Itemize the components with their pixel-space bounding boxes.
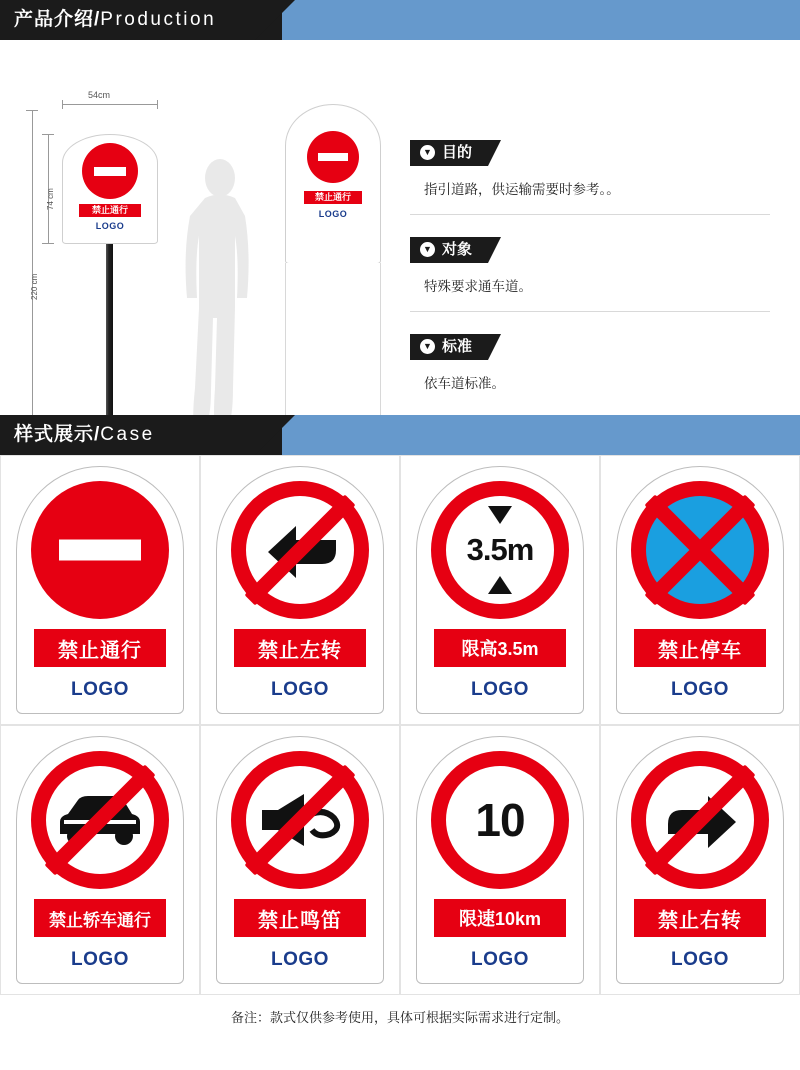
case-section-title (14, 415, 155, 455)
sign-caption: 限速10km (434, 899, 566, 937)
sign-logo: LOGO (671, 679, 729, 700)
chevron-down-icon: ▼ (420, 145, 435, 160)
sign-plate (216, 466, 384, 714)
sign-caption: 禁止停车 (634, 629, 766, 667)
chevron-down-icon: ▼ (420, 339, 435, 354)
standard-tag-label: 标准 (442, 338, 473, 355)
sign-logo: LOGO (271, 949, 329, 970)
sign-logo: LOGO (671, 949, 729, 970)
floor-sign-caption: 禁止通行 (304, 191, 362, 204)
no-entry-icon (31, 481, 169, 619)
production-title-en: Production (100, 9, 217, 30)
no-right-turn-icon (631, 751, 769, 889)
production-illustration (0, 40, 400, 415)
purpose-tag-label: 目的 (442, 144, 473, 161)
sign-plate (616, 736, 784, 984)
banner-blue-bar (282, 415, 800, 455)
sign-card[interactable] (200, 725, 400, 995)
sign-caption: 禁止鸣笛 (234, 899, 366, 937)
sign-caption: 禁止通行 (34, 629, 166, 667)
target-text: 特殊要求通车道。 (424, 279, 532, 294)
sign-logo: LOGO (471, 949, 529, 970)
floor-sign-logo: LOGO (318, 209, 348, 219)
production-title-sep: / (94, 9, 101, 30)
dimension-tick (42, 134, 54, 135)
sign-logo: LOGO (271, 679, 329, 700)
case-title-en: Case (100, 424, 155, 445)
total-height-dimension-line (32, 110, 33, 430)
speed-limit-value: 10 (475, 794, 525, 846)
height-limit-icon (431, 481, 569, 619)
standard-tag-row (410, 334, 800, 360)
case-gallery (0, 455, 800, 995)
no-entry-icon (82, 143, 138, 199)
pole-sign-logo: LOGO (95, 221, 125, 231)
sign-caption: 限高3.5m (434, 629, 566, 667)
target-tag-label: 对象 (442, 241, 473, 258)
no-horn-icon (231, 751, 369, 889)
human-scale-silhouette (175, 158, 265, 433)
height-limit-value: 3.5m (466, 532, 534, 567)
pole-sign-caption: 禁止通行 (79, 204, 141, 217)
no-cars-icon (31, 751, 169, 889)
sign-plate (416, 466, 584, 714)
sign-card[interactable] (0, 725, 200, 995)
total-height-label: 220 cm (30, 273, 39, 300)
sign-height-label: 74 cm (46, 188, 55, 210)
width-dimension-line (62, 104, 157, 105)
production-section-title (14, 0, 216, 40)
sign-grid (0, 455, 800, 995)
dimension-tick (42, 243, 54, 244)
standard-tag (410, 334, 488, 360)
pole-mounted-sign (62, 134, 158, 244)
dimension-tick (62, 100, 63, 109)
production-section-body (0, 40, 800, 415)
sign-card[interactable] (400, 455, 600, 725)
sign-caption: 禁止右转 (634, 899, 766, 937)
banner-black-slant (255, 0, 295, 40)
sign-plate (16, 736, 184, 984)
sign-logo: LOGO (71, 679, 129, 700)
dimension-tick (26, 110, 38, 111)
purpose-tag (410, 140, 488, 166)
case-title-sep: / (94, 424, 101, 445)
target-tag-row (410, 237, 800, 263)
case-section-banner (0, 415, 800, 455)
sign-logo: LOGO (471, 679, 529, 700)
floor-standing-sign (285, 104, 381, 264)
sign-plate (416, 736, 584, 984)
sign-card[interactable] (600, 455, 800, 725)
footer-note: 备注：款式仅供参考使用，具体可根据实际需求进行定制。 (230, 1010, 569, 1025)
production-title-cn: 产品介绍 (14, 9, 95, 30)
sign-caption: 禁止轿车通行 (34, 899, 166, 937)
sign-plate (616, 466, 784, 714)
sign-card[interactable] (200, 455, 400, 725)
sign-card[interactable] (0, 455, 200, 725)
standard-text: 依车道标准。 (424, 376, 505, 391)
sign-caption: 禁止左转 (234, 629, 366, 667)
case-title-cn: 样式展示 (14, 424, 95, 445)
purpose-text: 指引道路，供运输需要时参考。。 (424, 182, 620, 197)
sign-pole (106, 244, 113, 422)
no-entry-icon (307, 131, 359, 183)
speed-limit-icon (431, 751, 569, 889)
sign-logo: LOGO (71, 949, 129, 970)
dimension-tick (157, 100, 158, 109)
chevron-down-icon: ▼ (420, 242, 435, 257)
production-section-banner (0, 0, 800, 40)
target-tag (410, 237, 488, 263)
floor-sign-body (285, 263, 381, 438)
sign-card[interactable] (400, 725, 600, 995)
production-text-blocks (410, 40, 800, 415)
sign-plate (216, 736, 384, 984)
banner-blue-bar (282, 0, 800, 40)
no-left-turn-icon (231, 481, 369, 619)
purpose-tag-row (410, 140, 800, 166)
no-parking-icon (631, 481, 769, 619)
sign-plate (16, 466, 184, 714)
banner-black-slant (255, 415, 295, 455)
width-label: 54cm (88, 90, 111, 100)
sign-card[interactable] (600, 725, 800, 995)
